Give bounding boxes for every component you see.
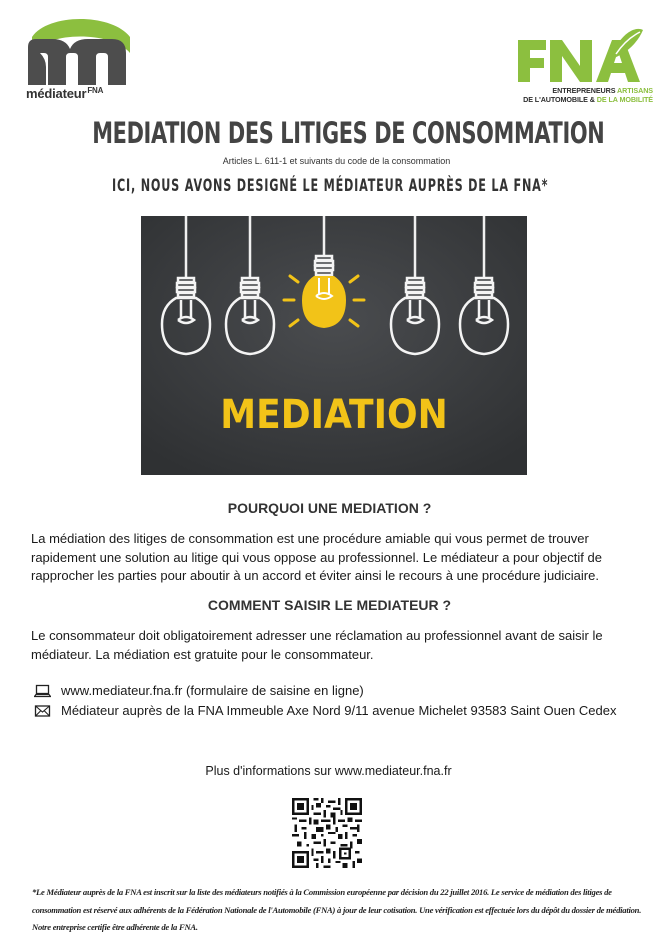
section-heading-how: COMMENT SAISIR LE MEDIATEUR ? <box>207 597 452 613</box>
address-text: Médiateur auprès de la FNA Immeuble Axe Nord 9/11 avenue Michelet 93583 Saint Ouen Cedex <box>61 703 617 718</box>
mediation-illustration <box>141 216 527 475</box>
footnote: *Le Médiateur auprès de la FNA est inscrit sur la liste des médiateurs notifiés à la Commission européenne par décision du 22 juillet 2016. Le service de médiation des litiges de consommation est réservé aux adhérents de la Fédération Nationale de l'Automobile (FNA) à jour de leur cotisation. Une vérification est effectuée lors du dépôt du dossier de médiation. Notre entreprise certifie être adhérente de la FNA. <box>32 887 642 932</box>
address-contact <box>34 703 616 718</box>
illustration-word: MEDIATION <box>220 391 448 438</box>
more-info-text[interactable]: Plus d'informations sur www.mediateur.fna.fr <box>205 764 452 778</box>
qr-code-icon[interactable] <box>292 798 362 868</box>
laptop-icon <box>34 684 51 698</box>
website-text[interactable]: www.mediateur.fna.fr (formulaire de saisine en ligne) <box>61 683 364 698</box>
light-bulbs-icon <box>141 216 527 475</box>
page-title: MEDIATION DES LITIGES DE CONSOMMATION <box>92 116 605 150</box>
mediateur-logo-text: médiateur$^{FNA}$ <box>26 86 104 101</box>
website-contact[interactable] <box>34 683 364 698</box>
envelope-icon <box>34 704 51 718</box>
fna-logo-icon <box>516 28 644 88</box>
articles-reference: Articles L. 611-1 et suivants du code de la consommation <box>222 156 451 166</box>
fna-logo-subtitle: ENTREPRENEURS ARTISANS DE L'AUTOMOBILE & DE LA MOBILITÉ <box>523 86 653 104</box>
section-how-text: Le consommateur doit obligatoirement adresser une réclamation au professionnel avant de saisir le médiateur. La médiation est gratuite pour le consommateur. <box>31 628 603 662</box>
section-heading-why: POURQUOI UNE MEDIATION ? <box>227 500 432 516</box>
page-subtitle: ICI, NOUS AVONS DESIGNÉ LE MÉDIATEUR AUPRÈS DE LA FNA* <box>112 176 549 196</box>
mediateur-logo-icon <box>26 17 136 87</box>
section-why-text: La médiation des litiges de consommation est une procédure amiable qui vous permet de trouver rapidement une solution au litige qui vous oppose au professionnel. Le médiateur a pour objectif de rapprocher les parties pour aboutir à un accord et éviter ainsi le recours à une procédure judiciaire. <box>31 531 602 583</box>
